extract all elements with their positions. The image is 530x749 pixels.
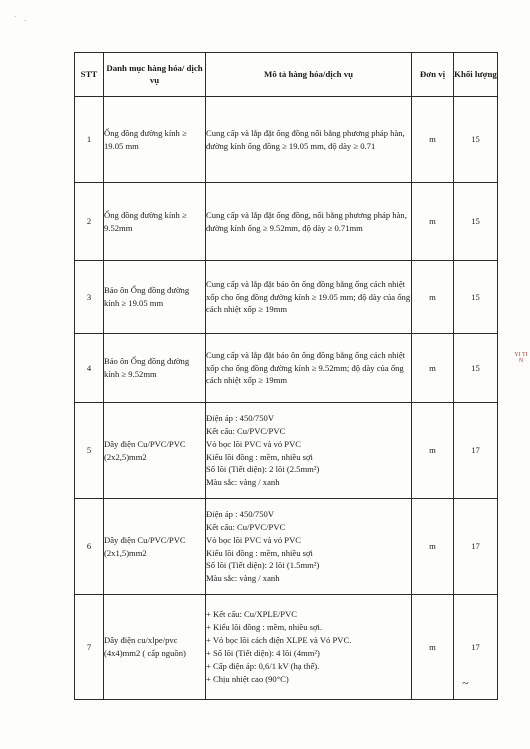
cell-unit: m [412,595,454,700]
cell-item-name: Bảo ôn Ống đồng đường kính ≥ 19.05 mm [104,261,206,334]
cell-item-name: Dây điện cu/xlpe/pvc (4x4)mm2 ( cấp nguồn) [104,595,206,700]
description-line: Vỏ bọc lõi PVC và vỏ PVC [206,438,302,449]
cell-description [206,97,412,183]
cell-item-name: Bảo ôn Ống đồng đường kính ≥ 9.52mm [104,334,206,403]
description-line: + Vỏ bọc lõi cách điện XLPE và Vỏ PVC. [206,635,352,646]
header-unit: Đơn vị [412,53,454,97]
cell-quantity: 15 [454,261,498,334]
description-line: Màu sắc: vàng / xanh [206,573,280,584]
cell-stt: 6 [75,499,104,595]
description-line: Vỏ bọc lõi PVC và vỏ PVC [206,534,302,545]
table-row [75,183,498,261]
cell-description [206,183,412,261]
table-row [75,97,498,183]
cell-item-name: Ống đồng đường kính ≥ 9.52mm [104,183,206,261]
cell-quantity: 15 [454,183,498,261]
description-line: + Kiểu lõi đồng : mềm, nhiều sợi. [206,622,323,633]
cell-stt: 1 [75,97,104,183]
table-row [75,261,498,334]
description-line: Điện áp : 450/750V [206,508,275,519]
header-quantity: Khối lượng [454,53,498,97]
description-line: + Số lõi (Tiết diện): 4 lõi (4mm²) [206,648,320,658]
description-line: Cung cấp và lắp đặt ống đồng nối bằng phương pháp hàn, đường kính ống đồng ≥ 19.05 mm, độ dày ≥ 0.71 [206,127,405,151]
cell-description [206,499,412,595]
description-line: + Cấp điện áp: 0,6/1 kV (hạ thế). [206,660,320,671]
cell-stt: 5 [75,403,104,499]
cell-quantity: 17 [454,595,498,700]
description-line: Kết cấu: Cu/PVC/PVC [206,521,286,532]
description-line: Kết cấu: Cu/PVC/PVC [206,425,286,436]
description-line: + Kết cấu: Cu/XPLE/PVC [206,609,298,620]
cell-quantity: 15 [454,334,498,403]
cell-item-name: Dây điện Cu/PVC/PVC (2x2,5)mm2 [104,403,206,499]
description-line: Kiểu lõi đồng : mềm, nhiều sợi [206,451,313,462]
table-row [75,595,498,700]
scan-speck: ` . [14,15,29,23]
cell-stt: 7 [75,595,104,700]
initial-mark: ~ [462,676,469,690]
description-line: Số lõi (Tiết diện): 2 lõi (2.5mm²) [206,464,320,475]
goods-table [74,52,498,700]
cell-quantity: 17 [454,403,498,499]
description-line: Số lõi (Tiết diện): 2 lõi (1.5mm²) [206,560,320,571]
cell-unit: m [412,261,454,334]
cell-quantity: 17 [454,499,498,595]
cell-unit: m [412,403,454,499]
cell-description [206,261,412,334]
cell-stt: 2 [75,183,104,261]
table-header-row [75,53,498,97]
description-line: Màu sắc: vàng / xanh [206,477,280,488]
cell-unit: m [412,97,454,183]
cell-description [206,334,412,403]
stamp-edge-mark: ΥΙ ΤΙ Ν [514,352,528,365]
header-category: Danh mục hàng hóa/ dịch vụ [104,53,206,97]
description-line: Điện áp : 450/750V [206,412,275,423]
cell-description [206,595,412,700]
cell-unit: m [412,499,454,595]
cell-unit: m [412,183,454,261]
description-line: Cung cấp và lắp đặt ống đồng, nối bằng phương pháp hàn, đường kính ống ≥ 9.52mm, độ dày ≥ 0.71mm [206,209,407,233]
header-description: Mô tả hàng hóa/dịch vụ [206,53,412,97]
cell-stt: 4 [75,334,104,403]
cell-unit: m [412,334,454,403]
table-row [75,334,498,403]
cell-item-name: Dây điện Cu/PVC/PVC (2x1,5)mm2 [104,499,206,595]
header-stt: STT [75,53,104,97]
cell-stt: 3 [75,261,104,334]
cell-item-name: Ống đồng đường kính ≥ 19.05 mm [104,97,206,183]
cell-description [206,403,412,499]
description-line: Cung cấp và lắp đặt bảo ôn ống đồng bằng ống cách nhiệt xốp cho ống đồng đường kính ≥ 19.05 mm; độ dày của ống cách nhiệt xốp ≥ 19mm [206,278,411,315]
description-line: Cung cấp và lắp đặt bảo ôn ống đồng bằng ống cách nhiệt xốp cho ống đồng đường kính ≥ 9.52mm; độ dày của ống cách nhiệt xốp ≥ 19mm [206,349,406,386]
table-row [75,499,498,595]
description-line: Kiểu lõi đồng : mềm, nhiều sợi [206,547,313,558]
table-row [75,403,498,499]
description-line: + Chịu nhiệt cao (90°C) [206,673,289,684]
cell-quantity: 15 [454,97,498,183]
